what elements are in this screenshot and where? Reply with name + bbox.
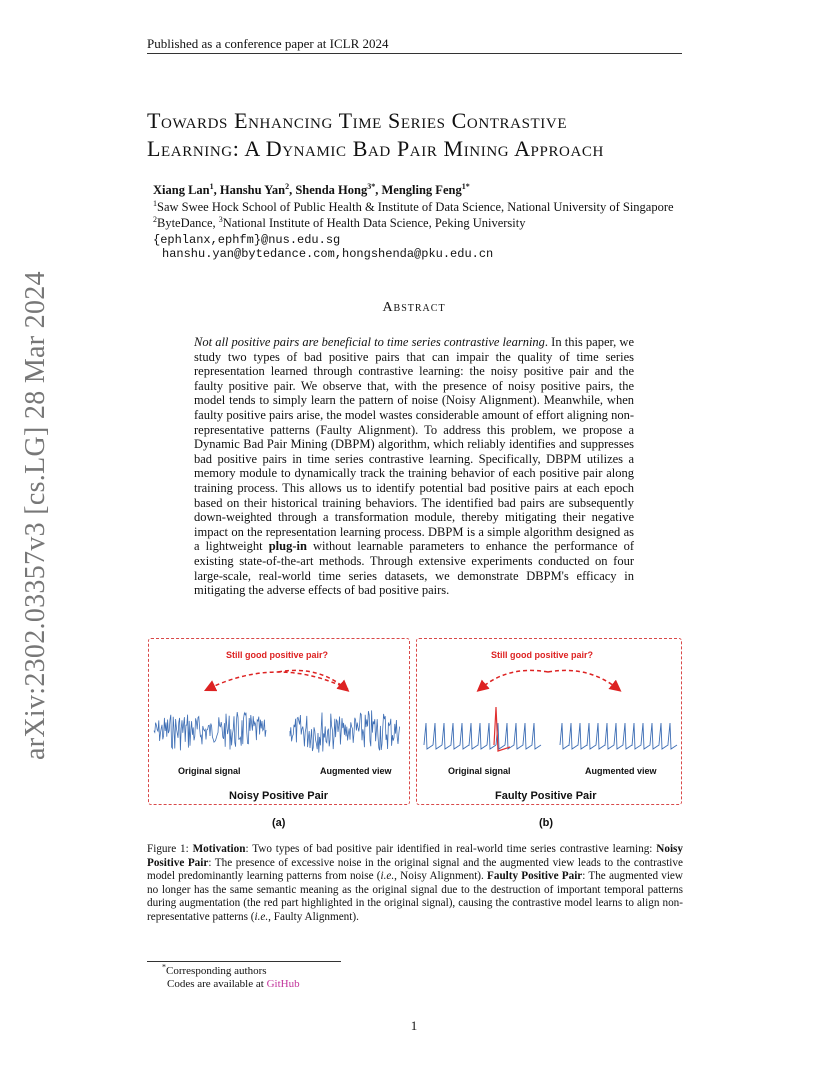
author-1-sup: 1	[209, 181, 214, 191]
abstract-text-1: . In this paper, we study two types of bad positive pairs that can impair the quality of time series representation learned through contrastive learning: the noisy positive pair and the faulty positive pair. We observe that, with the presence of noisy positive pairs, the model tends to simply learn the pattern of noise (Noisy Alignment). Meanwhile, when faulty positive pairs arise, the model wastes considerable amount of effort aligning non-representative patterns (Faulty Alignment). To address this problem, we propose a Dynamic Bad Pair Mining (DBPM) algorithm, which reliably identifies and suppresses bad positive pairs in time series contrastive learning. Specifically, DBPM utilizes a memory module to dynamically track the training behavior of each positive pair along training process. This allows us to identify potential bad positive pairs at each epoch based on their historical training behaviors. The identified bad pairs are subsequently down-weighted through a transformation module, thereby mitigating their negative impact on the representation learning process. DBPM is a simple algorithm designed as a lightweight	[194, 335, 634, 554]
abstract-lead: Not all positive pairs are beneficial to time series contrastive learning	[194, 335, 545, 349]
author-2-sup: 2	[285, 181, 290, 191]
fn-star: *	[162, 962, 166, 972]
cap-t2: : The presence of excessive noise in the original signal and the augmented view leads to the contrastive model predominantly learning patterns from noise (	[147, 856, 683, 883]
label-augmented-a: Augmented view	[320, 766, 392, 776]
abstract-text-2: without learnable parameters to enhance the performance of existing state-of-the-art methods. Through extensive experiments conducted on four large-scale, real-world time series datasets, we demonstrate DBPM's efficacy in mitigating the adverse effects of bad positive pairs.	[194, 539, 634, 598]
label-augmented-b: Augmented view	[585, 766, 657, 776]
cap-b2: Noisy Positive Pair	[147, 843, 683, 869]
footnote-rule	[147, 961, 341, 962]
author-3-sup: 3*	[367, 181, 376, 191]
label-original-b: Original signal	[448, 766, 511, 776]
cap-t4: : The augmented view no longer has the same semantic meaning as the original signal due to the destruction of important temporal patterns during augmentation (the red part highlighted in the original signal), causing the contrastive model learns to align non-representative patterns (	[147, 870, 683, 923]
faulty-original-signal	[424, 723, 541, 749]
aff-3-text: National Institute of Health Data Science, Peking University	[222, 216, 526, 230]
faulty-augmented-signal	[560, 723, 677, 749]
cap-b1: Motivation	[192, 843, 246, 855]
email-1[interactable]: {ephlanx,ephfm}@nus.edu.sg	[153, 233, 341, 247]
arrow-left-a	[208, 672, 348, 689]
title-noisy: Noisy Positive Pair	[229, 790, 329, 802]
email-2[interactable]: hanshu.yan@bytedance.com,hongshenda@pku.edu.cn	[162, 247, 494, 261]
sub-b: (b)	[539, 817, 554, 829]
label-original-a: Original signal	[178, 766, 241, 776]
author-1: Xiang Lan	[153, 183, 210, 197]
affiliation-2	[153, 216, 525, 231]
cap-ie2: i.e.	[254, 910, 269, 923]
arxiv-id: arXiv:2302.03357v3 [cs.LG] 28 Mar 2024	[20, 271, 51, 760]
title-faulty: Faulty Positive Pair	[495, 790, 597, 802]
fn-corr: Corresponding authors	[166, 965, 267, 977]
running-header: Published as a conference paper at ICLR 2024	[147, 36, 389, 51]
title-line-2: Learning: A Dynamic Bad Pair Mining Approach	[147, 136, 604, 161]
author-3: Shenda Hong	[295, 183, 368, 197]
header-rule	[147, 53, 682, 54]
fn-code: Codes are available at	[167, 978, 267, 990]
author-list: Xiang Lan$^1$, Hanshu Yan$^2$, Shenda Hong$^{3*}$, Mengling Feng$^{1*}$	[153, 181, 470, 197]
noisy-original-signal	[154, 712, 266, 750]
figure-1	[148, 635, 682, 835]
github-link[interactable]: GitHub	[266, 978, 300, 990]
author-4: Mengling Feng	[381, 183, 462, 197]
cap-fig: Figure 1:	[147, 843, 193, 855]
question-right: Still good positive pair?	[491, 650, 594, 660]
question-left: Still good positive pair?	[226, 650, 329, 660]
paper-title	[147, 107, 687, 163]
cap-t1: : Two types of bad positive pair identified in real-world time series contrastive learning:	[245, 843, 657, 855]
abstract-heading: Abstract	[382, 300, 446, 315]
author-4-sup: 1*	[461, 181, 470, 191]
sub-a: (a)	[272, 817, 286, 829]
title-line-1: Towards Enhancing Time Series Contrastive	[147, 108, 568, 133]
cap-ie1: i.e.	[380, 870, 395, 883]
aff-3-sup: 3	[218, 214, 223, 224]
cap-t5: , Faulty Alignment).	[268, 910, 359, 923]
arrow-right-a	[480, 670, 548, 689]
abstract-bold: plug-in	[268, 539, 307, 554]
aff-1-sup: 1	[153, 198, 157, 208]
footnote-corresponding	[162, 962, 267, 977]
author-2: Hanshu Yan	[219, 183, 286, 197]
noisy-augmented-signal	[290, 710, 400, 752]
arrow-right-b	[548, 670, 618, 689]
arrow-left-b	[278, 670, 346, 689]
cap-t3: , Noisy Alignment).	[394, 870, 488, 883]
footnote-code	[167, 978, 300, 990]
aff-2-text: ByteDance,	[157, 216, 219, 230]
affiliation-1	[153, 200, 674, 215]
aff-1-text: Saw Swee Hock School of Public Health & Institute of Data Science, National University of Singapore	[157, 200, 674, 214]
abstract-body	[194, 335, 634, 598]
cap-b3: Faulty Positive Pair	[487, 870, 583, 883]
figure-graphics	[148, 635, 682, 835]
figure-caption	[147, 843, 683, 925]
page-number: 1	[410, 1018, 418, 1033]
aff-2-sup: 2	[153, 214, 157, 224]
